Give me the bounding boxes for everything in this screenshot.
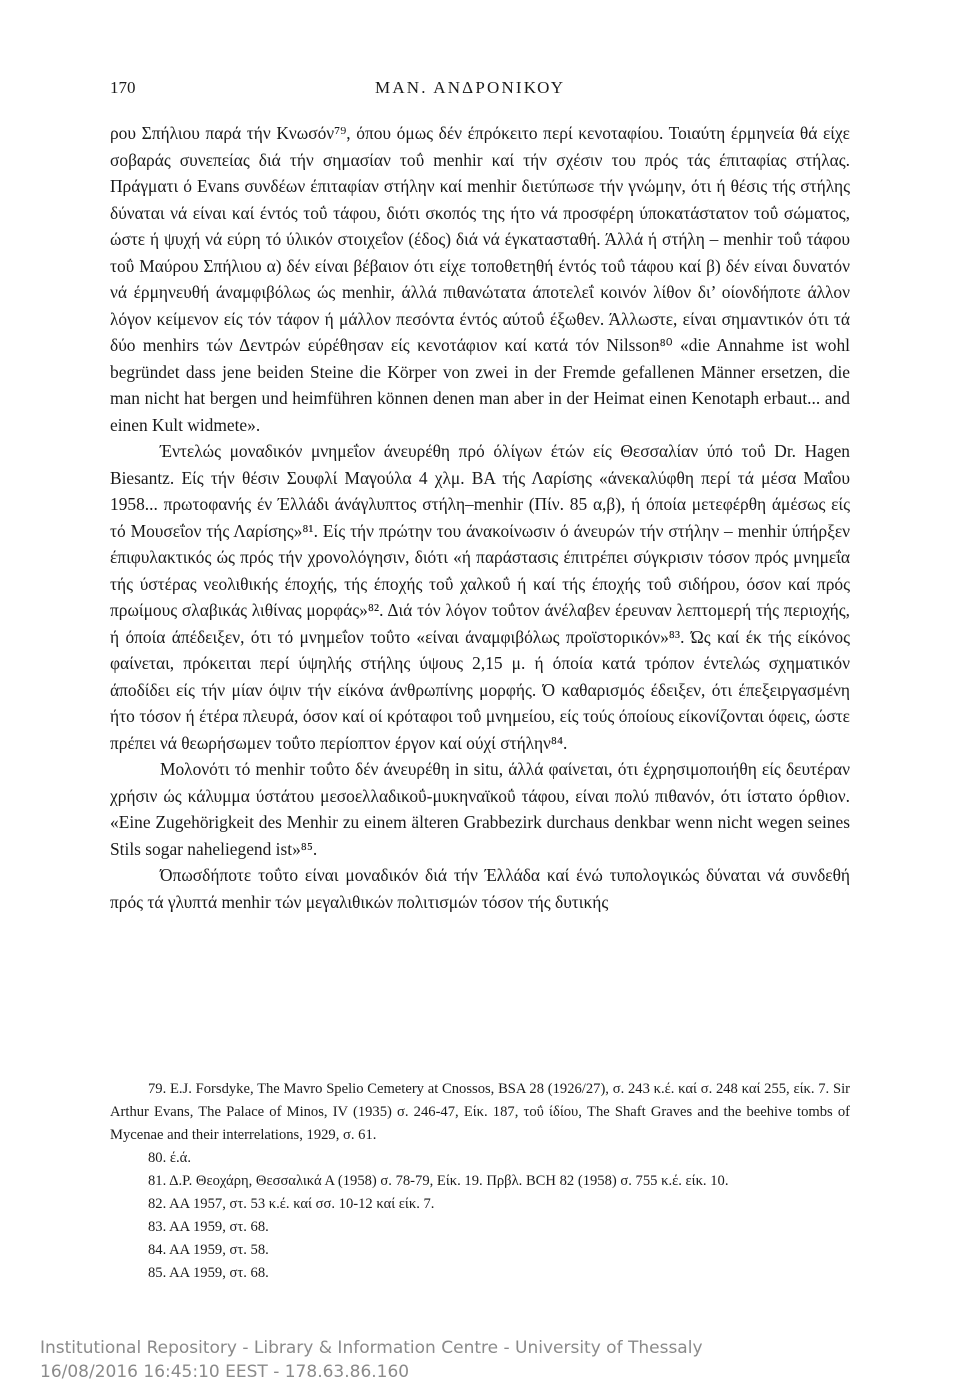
footnote-84: 84. ΑΑ 1959, στ. 58.	[148, 1242, 269, 1258]
page-number: 170	[110, 78, 136, 97]
paragraph-3: Μολονότι τό menhir τοΰτο δέν άνευρέθη in situ, άλλά φαίνεται, ότι έχρησιμοποιήθη είς δευτέραν χρήσιν ώς κάλυμμα ύστάτου μεσοελλαδικοΰ-μυκηναϊκοΰ τάφου, είναι πολύ πιθανόν, ότι ίστατο όρθιον. «Eine Zugehörigkeit des Menhir zu einem älteren Grabbezirk durchaus denkbar wenn nicht wegen seines Stils sogar naheliegend ist»⁸⁵.	[110, 759, 850, 859]
main-text	[110, 120, 850, 915]
paragraph-2: Έντελώς μοναδικόν μνημεΐον άνευρέθη πρό όλίγων έτών είς Θεσσαλίαν ύπό τοΰ Dr. Hagen Biesantz. Είς τήν θέσιν Σουφλί Μαγούλα 4 χλμ. ΒΑ τής Λαρίσης «άνεκαλύφθη περί τά μέσα Μαΐου 1958... πρωτοφανής έν Έλλάδι άνάγλυπτος στήλη–menhir (Πίν. 85 α,β), ή όποία μετεφέρθη άμέσως είς τό Μουσεΐον τής Λαρίσης»⁸¹. Είς τήν πρώτην του άνακοίνωσιν ό άνευρών τήν στήλην – menhir ύπήρξεν έπιφυλακτικός ώς πρός τήν χρονολόγησιν, διότι «ή παράστασις έπιτρέπει σύγκρισιν τόσον πρός μνημεΐα τής ύστέρας νεολιθικής έποχής, τής έποχής τοΰ χαλκοΰ ή καί τής έποχής τοΰ σιδήρου, όσον καί πρός πρωίμους σλαβικάς λιθίνας μορφάς»⁸². Διά τόν λόγον τοΰτον άνέλαβεν έρευναν λεπτομερή τής περιοχής, ή όποία άπέδειξεν, ότι τό μνημεΐον τοΰτο «είναι άναμφιβόλως προϊστορικόν»⁸³. Ώς καί έκ τής είκόνος φαίνεται, πρόκειται περί ύψηλής στήλης ύψους 2,15 μ. ή όποία κατά τρόπον έντελώς σχηματικόν άποδίδει είς τήν μίαν όψιν τήν είκόνα άνθρωπίνης μορφής. Ό καθαρισμός έδειξεν, ότι έπεξειργασμένη ήτο τόσον ή έτέρα πλευρά, όσον καί οί κρόταφοι τοΰ μνημείου, είς τούς όποίους είκονίζονται όφεις, ώστε πρέπει νά θεωρήσωμεν τοΰτο περίοπτον έργον καί ούχί στήλην⁸⁴.	[110, 441, 850, 753]
running-title: ΜΑΝ. ΑΝΔΡΟΝΙΚΟΥ	[375, 78, 566, 97]
footnote-79: 79. E.J. Forsdyke, The Mavro Spelio Cemetery at Cnossos, BSA 28 (1926/27), σ. 243 κ.έ. καί σ. 248 καί 255, είκ. 7. Sir Arthur Evans, The Palace of Minos, IV (1935) σ. 246-47, Είκ. 187, τοΰ ίδίου, The Shaft Graves and the beehive tombs of Mycenae and their interrelations, 1929, σ. 61.	[110, 1081, 850, 1143]
repository-name: Institutional Repository - Library & Information Centre - University of Thessaly	[40, 1338, 703, 1358]
footnote-82: 82. ΑΑ 1957, στ. 53 κ.έ. καί σσ. 10-12 καί είκ. 7.	[148, 1196, 435, 1212]
footnote-85: 85. ΑΑ 1959, στ. 68.	[148, 1265, 269, 1281]
paragraph-4: Όπωσδήποτε τοΰτο είναι μοναδικόν διά τήν Έλλάδα καί ένώ τυπολογικώς δύναται νά συνδεθή πρός τά γλυπτά menhir τών μεγαλιθικών πολιτισμών τόσον τής δυτικής	[110, 865, 850, 912]
footnote-81: 81. Δ.Ρ. Θεοχάρη, Θεσσαλικά Α (1958) σ. 78-79, Είκ. 19. Πρβλ. BCH 82 (1958) σ. 755 κ.έ. είκ. 10.	[148, 1173, 729, 1189]
access-timestamp: 16/08/2016 16:45:10 EEST - 178.63.86.160	[40, 1362, 410, 1382]
footnote-83: 83. ΑΑ 1959, στ. 68.	[148, 1219, 269, 1235]
paragraph-1: ρου Σπήλιου παρά τήν Κνωσόν⁷⁹, όπου όμως δέν έπρόκειτο περί κενοταφίου. Τοιαύτη έρμηνεία θά είχε σοβαράς συνεπείας διά τήν σημασίαν τοΰ menhir καί τήν σχέσιν του πρός τάς έπιταφίας στήλας. Πράγματι ό Evans συνδέων έπιταφίαν στήλην καί menhir διετύπωσε τήν γνώμην, ότι ή θέσις τής στήλης δύναται νά είναι καί έντός τοΰ τάφου, διότι σκοπός της ήτο νά προσφέρη ύποκατάστατον τοΰ σώματος, ώστε ή ψυχή νά εύρη τό ύλικόν στοιχεΐον (έδος) διά νά έγκατασταθή. Άλλά ή στήλη – menhir τοΰ τάφου τοΰ Μαύρου Σπήλιου α) δέν είναι βέβαιον ότι είχε τοποθετηθή έντός τοΰ τάφου καί β) δέν είναι δυνατόν νά έρμηνευθή άναμφιβόλως ώς menhir, άλλά πιθανώτατα άποτελεΐ κοινόν λίθον δι’ οίονδήποτε άλλον λόγον κείμενον είς τόν τάφον ή μάλλον πεσόντα έντός αύτοΰ έξωθεν. Άλλωστε, είναι σημαντικόν ότι τά δύο menhirs τών Δεντρών εύρέθησαν είς κενοτάφιον καί κατά τόν Nilsson⁸⁰ «die Annahme ist wohl begründet dass jene beiden Steine die Körper von zwei in der Fremde gefallenen Männer ersetzen, die man nicht hat bergen und heimführen können denen man aber in der Heimat einen Kenotaph erbaut... and einen Kult widmete».	[110, 123, 850, 435]
footnote-80: 80. έ.ά.	[148, 1150, 191, 1166]
footnotes	[110, 1078, 850, 1285]
repository-footer	[40, 1336, 703, 1384]
